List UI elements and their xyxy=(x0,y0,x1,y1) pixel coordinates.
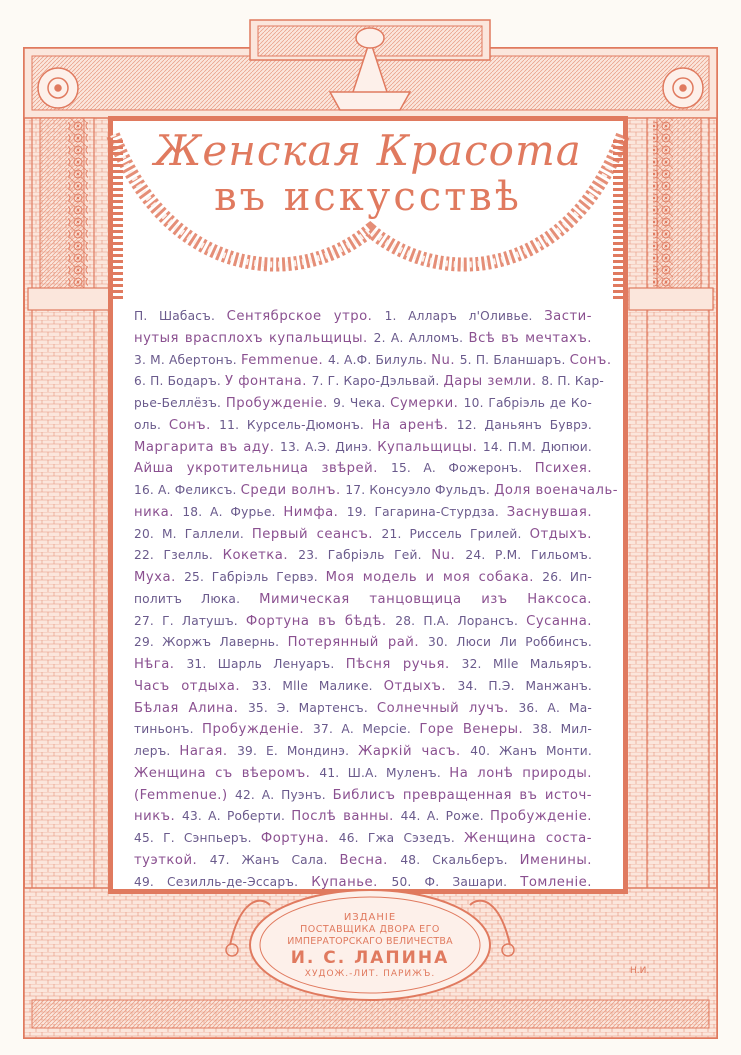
artist-name: 18. А. Фурье. xyxy=(182,504,284,519)
artist-name: 45. Г. Сэнпьеръ. xyxy=(134,831,261,845)
artist-name: 49. Сезилль-де-Эссаръ. xyxy=(134,874,312,889)
artist-name: 16. А. Феликсъ. xyxy=(134,483,241,497)
title-line-2: въ искусствѣ xyxy=(214,174,522,220)
artist-name: 39. Е. Мондинэ. xyxy=(237,744,359,758)
artwork-title: Отдыхъ. xyxy=(529,526,592,542)
artist-name: 28. П.А. Лорансъ. xyxy=(395,613,527,628)
contents-line xyxy=(134,828,592,850)
artist-name: 13. А.Э. Динэ. xyxy=(280,439,378,454)
artist-name: 33. Mlle Малике. xyxy=(251,678,384,693)
artwork-title: Нѣга. xyxy=(134,657,187,672)
artwork-title: Сумерки. xyxy=(390,396,464,411)
artist-name: 3. М. Абертонъ. xyxy=(134,352,241,367)
artwork-title: Муха. xyxy=(134,570,185,585)
artwork-title: Женщина съ вѣеромъ. xyxy=(134,765,320,781)
artwork-title: Nu. xyxy=(431,352,460,368)
artwork-title: Нагая. xyxy=(179,744,238,759)
artwork-title: Потерянный рай. xyxy=(287,635,428,651)
artist-name: 5. П. Бланшаръ. xyxy=(459,352,570,367)
artist-name: 15. А. Фожеронъ. xyxy=(390,461,535,476)
artist-name: 26. Ип- xyxy=(542,570,593,584)
artwork-title: Сонъ. xyxy=(569,352,612,368)
artist-name: 1. Алларъ л'Оливье. xyxy=(384,309,545,323)
artwork-title: Именины. xyxy=(519,852,592,868)
contents-line xyxy=(134,632,592,654)
artwork-title: Весна. xyxy=(339,852,401,868)
artwork-title: Мимическая танцовщица изъ Наксоса. xyxy=(259,591,592,607)
artist-name: 22. Гзелль. xyxy=(134,548,223,563)
artist-name: 17. Консуэло Фульдъ. xyxy=(345,483,495,497)
artwork-title: Пробужденіе. xyxy=(225,396,334,411)
contents-line xyxy=(134,350,612,372)
artwork-title: Солнечный лучъ. xyxy=(376,700,519,716)
artist-name: тиньонъ. xyxy=(134,722,203,737)
artist-name: 34. П.Э. Манжанъ. xyxy=(457,678,592,693)
monogram: Н.И. xyxy=(630,966,650,976)
artist-name: 50. Ф. Зашари. xyxy=(391,874,521,889)
artist-name: 23. Габріэль Гей. xyxy=(298,548,432,563)
artwork-title: Маргарита въ аду. xyxy=(134,439,281,455)
artist-name: 32. Mlle Мальяръ. xyxy=(461,657,592,671)
artist-name: 47. Жанъ Сала. xyxy=(209,852,340,867)
artwork-title: Купальщицы. xyxy=(377,439,483,455)
artist-name: рье-Беллёзъ. xyxy=(134,396,226,410)
artwork-title: На лонѣ природы. xyxy=(449,765,592,781)
artwork-title: Жаркій часъ. xyxy=(358,744,471,759)
title-line-1: Женская Красота xyxy=(154,126,582,175)
contents-line xyxy=(134,741,592,763)
artwork-title: (Femmenue.) xyxy=(134,787,235,803)
publisher-line-1: ИЗДАНІЕ xyxy=(343,912,397,923)
artwork-title: Фортуна въ бѣдѣ. xyxy=(245,613,396,629)
artwork-title: ника. xyxy=(134,504,183,520)
artwork-title: Женщина соста- xyxy=(464,831,592,846)
artwork-title: Дары земли. xyxy=(443,374,542,390)
artwork-title: Пробужденіе. xyxy=(202,722,314,738)
publisher-line-5: ХУДОЖ.-ЛИТ. ПАРИЖЪ. xyxy=(304,969,436,979)
artist-name: 36. А. Ма- xyxy=(518,700,592,715)
contents-line xyxy=(134,719,592,741)
artwork-title: Сентябрское утро. xyxy=(226,309,385,324)
artist-name: 44. А. Роже. xyxy=(400,809,490,824)
artist-name: 31. Шарль Ленуаръ. xyxy=(186,657,346,671)
contents-line xyxy=(134,785,592,807)
contents-line xyxy=(134,850,592,872)
artist-name: леръ. xyxy=(134,744,180,758)
artist-name: П. Шабасъ. xyxy=(134,309,227,323)
artwork-title: Кокетка. xyxy=(222,548,299,564)
artwork-title: Сусанна. xyxy=(526,613,592,629)
artist-name: политъ Люка. xyxy=(134,591,260,606)
artist-name: 6. П. Бодаръ. xyxy=(134,374,226,389)
contents-line xyxy=(134,524,592,546)
artwork-title: Горе Венеры. xyxy=(419,722,533,738)
artwork-title: Всѣ въ мечтахъ. xyxy=(468,330,592,346)
artwork-title: Пѣсня ручья. xyxy=(345,657,462,672)
publisher-name: И. С. ЛАПИНА xyxy=(290,948,450,968)
contents-line xyxy=(134,872,592,894)
artist-name: 48. Скальберъ. xyxy=(400,852,520,867)
artwork-title: Пробужденіе. xyxy=(490,809,592,825)
artist-name: 37. А. Мерсіе. xyxy=(313,722,420,737)
artwork-title: Часъ отдыха. xyxy=(134,678,252,694)
contents-list xyxy=(134,306,618,893)
contents-line xyxy=(134,437,592,459)
publisher-cartouche xyxy=(270,912,470,980)
artist-name: 10. Габріэль де Ко- xyxy=(463,396,592,410)
artist-name: 41. Ш.А. Муленъ. xyxy=(319,765,450,780)
contents-line xyxy=(134,415,592,437)
contents-line xyxy=(134,589,592,611)
artwork-title: Отдыхъ. xyxy=(383,678,458,694)
artist-name: 9. Чека. xyxy=(333,396,391,410)
artist-name: 14. П.М. Дюпюи. xyxy=(482,439,592,454)
artist-name: 7. Г. Каро-Дэльвай. xyxy=(311,374,444,389)
artist-name: 42. А. Пуэнъ. xyxy=(235,787,333,802)
page-title xyxy=(118,128,618,220)
artwork-title: Nu. xyxy=(431,548,466,564)
artwork-title: Femmenue. xyxy=(240,352,328,368)
contents-line xyxy=(134,502,592,524)
contents-line xyxy=(134,698,592,720)
artwork-title: Нимфа. xyxy=(283,504,347,520)
artwork-title: Послѣ ванны. xyxy=(291,809,401,825)
artist-name: 27. Г. Латушъ. xyxy=(134,613,246,628)
contents-line xyxy=(134,806,592,828)
contents-line xyxy=(134,611,592,633)
artist-name: 25. Габріэль Гервэ. xyxy=(184,570,326,584)
artwork-title: Заснувшая. xyxy=(506,504,593,520)
artwork-title: Психея. xyxy=(534,461,593,477)
artwork-title: нутыя врасплохъ купальщицы. xyxy=(134,330,374,346)
artist-name: 20. М. Галлели. xyxy=(134,526,252,541)
contents-line xyxy=(134,654,592,676)
artist-name: 29. Жоржъ Лавернь. xyxy=(134,635,288,650)
artwork-title: Купанье. xyxy=(311,874,392,890)
artwork-title: Томленіе. xyxy=(520,874,592,890)
artist-name: 40. Жанъ Монти. xyxy=(470,744,592,758)
contents-line xyxy=(134,306,592,328)
artist-name: 11. Курсель-Дюмонъ. xyxy=(219,417,372,432)
artwork-title: У фонтана. xyxy=(225,374,312,390)
contents-line xyxy=(134,371,604,393)
contents-line xyxy=(134,567,592,589)
artwork-title: Доля военачаль- xyxy=(494,483,618,498)
artwork-title: Библисъ превращенная въ источ- xyxy=(332,787,592,803)
artist-name: 43. А. Роберти. xyxy=(182,809,292,824)
artwork-title: Засти- xyxy=(544,309,592,324)
artist-name: 12. Даньянъ Буврэ. xyxy=(456,417,592,432)
artist-name: 24. Р.М. Гильомъ. xyxy=(465,548,593,563)
artist-name: 4. А.Ф. Билуль. xyxy=(327,352,432,367)
contents-line xyxy=(134,458,592,480)
artist-name: 19. Гагарина-Стурдза. xyxy=(346,504,507,519)
publisher-line-3: ИМПЕРАТОРСКАГО ВЕЛИЧЕСТВА xyxy=(287,936,453,947)
artwork-title: На аренѣ. xyxy=(371,417,457,433)
artist-name: 35. Э. Мартенсъ. xyxy=(247,700,377,715)
artist-name: 2. А. Алломъ. xyxy=(373,330,469,345)
artwork-title: никъ. xyxy=(134,809,182,825)
contents-line xyxy=(134,480,618,502)
artist-name: 21. Риссель Грилей. xyxy=(381,526,530,541)
artwork-title: Среди волнъ. xyxy=(240,483,346,498)
artist-name: 46. Гжа Сэзедъ. xyxy=(338,831,465,845)
artist-name: 38. Мил- xyxy=(532,722,592,737)
contents-line xyxy=(134,545,592,567)
artwork-title: Сонъ. xyxy=(168,417,220,433)
contents-line xyxy=(134,763,592,785)
contents-line xyxy=(134,676,592,698)
artwork-title: Айша укротительница звѣрей. xyxy=(134,461,391,477)
contents-line xyxy=(134,328,592,350)
contents-line xyxy=(134,393,592,415)
artwork-title: туэткой. xyxy=(134,852,210,868)
publisher-line-2: ПОСТАВЩИКА ДВОРА ЕГО xyxy=(300,924,440,935)
artwork-title: Бѣлая Алина. xyxy=(134,700,248,716)
artwork-title: Моя модель и моя собака. xyxy=(325,570,543,585)
artwork-title: Первый сеансъ. xyxy=(251,526,382,542)
artist-name: оль. xyxy=(134,417,169,432)
artist-name: 8. П. Кар- xyxy=(541,374,604,389)
artist-name: 30. Люси Ли Роббинсъ. xyxy=(427,635,592,650)
artwork-title: Фортуна. xyxy=(260,831,339,846)
